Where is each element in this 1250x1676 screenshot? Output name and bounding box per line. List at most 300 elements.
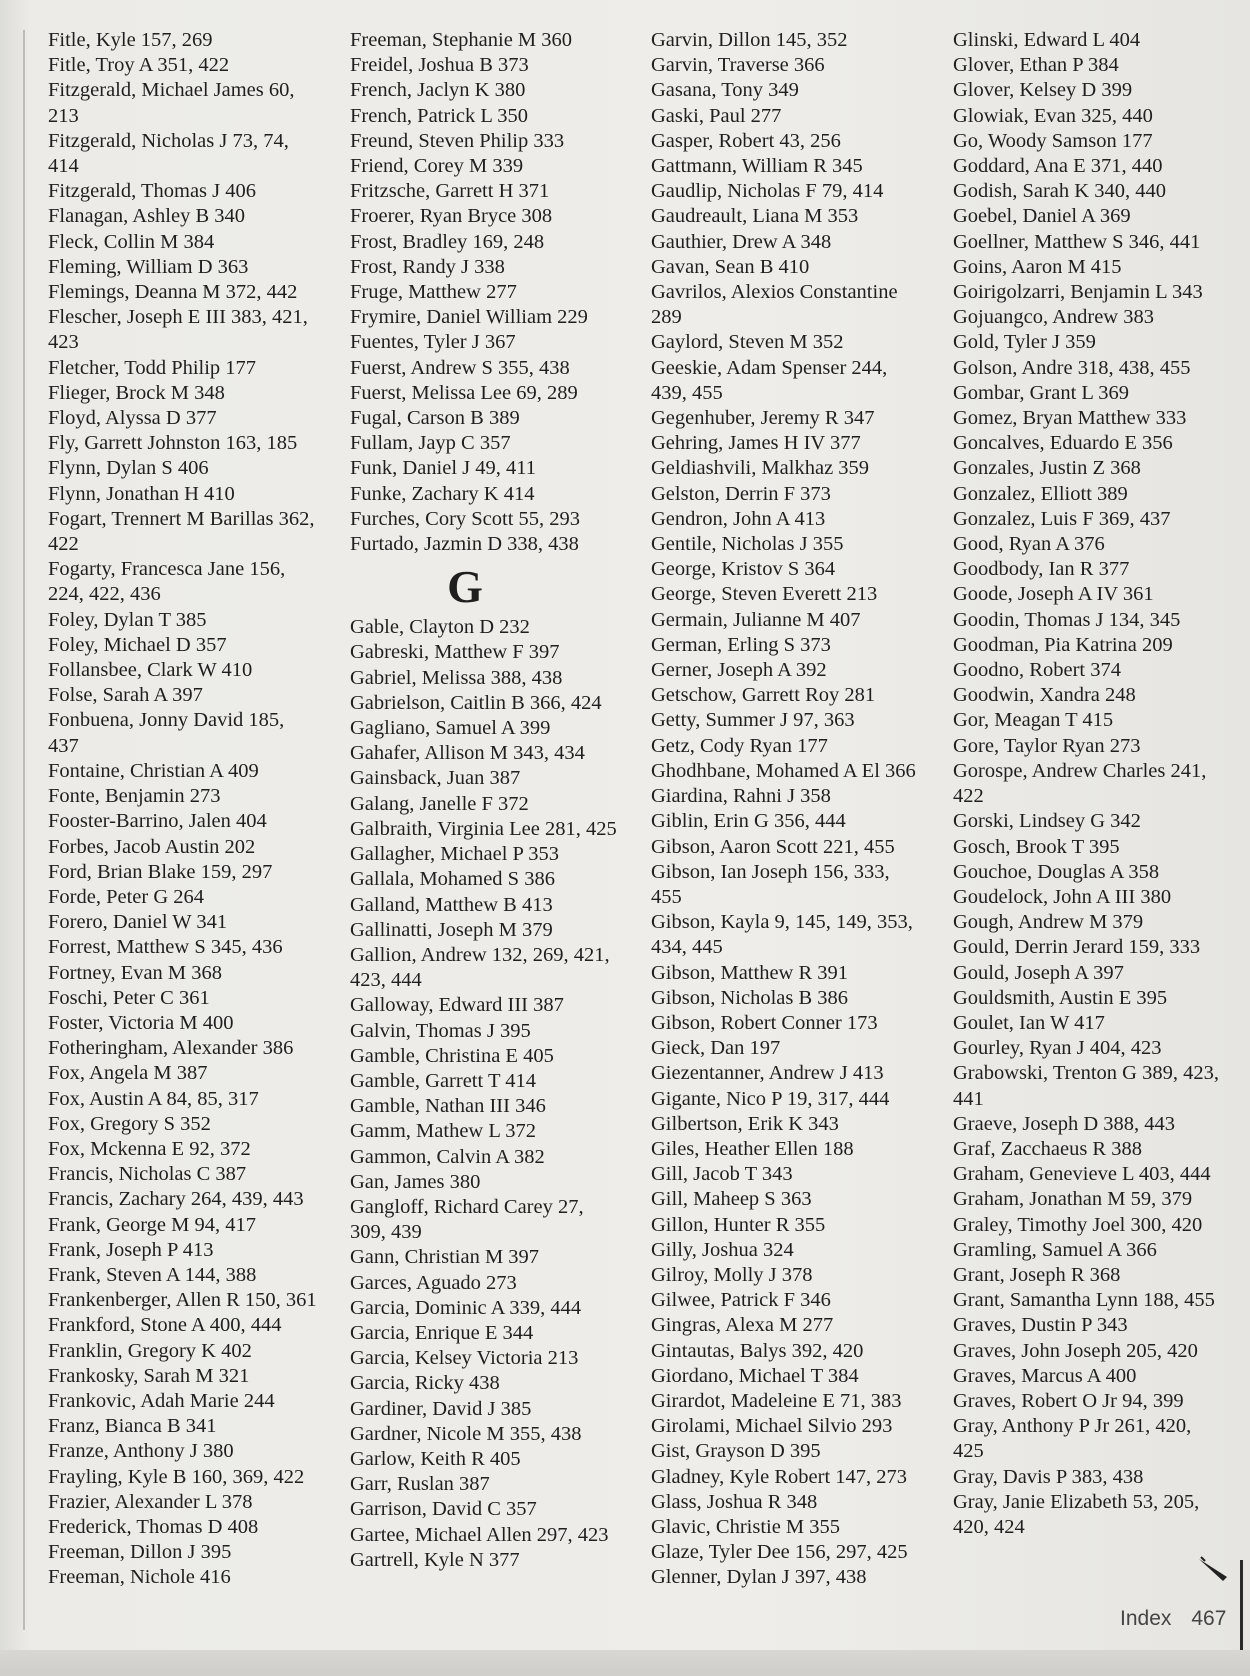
index-entry-text: Frost, Bradley 169, 248 — [350, 230, 545, 253]
index-entry-text: Garr, Ruslan 387 — [350, 1473, 490, 1496]
index-entry — [48, 1565, 338, 1590]
index-entry — [953, 104, 1243, 129]
index-entry — [48, 381, 338, 406]
index-entry-text: Gonzalez, Luis F 369, 437 — [953, 507, 1171, 530]
index-entry-text: Graley, Timothy Joel 300, 420 — [953, 1213, 1203, 1236]
index-entry — [350, 482, 640, 507]
index-entry-text: Goodno, Robert 374 — [953, 659, 1121, 682]
index-entry — [350, 666, 640, 691]
index-entry — [651, 104, 941, 129]
index-entry — [651, 1187, 941, 1212]
index-entry — [651, 1414, 941, 1439]
index-entry — [651, 431, 941, 456]
index-entry — [953, 1414, 1243, 1464]
index-entry-text: Frankenberger, Allen R 150, 361 — [48, 1289, 317, 1312]
index-entry-text: Flynn, Jonathan H 410 — [48, 482, 235, 505]
index-entry — [350, 230, 640, 255]
index-entry — [651, 759, 941, 784]
index-entry — [350, 1195, 640, 1245]
index-entry-text: Gaudreault, Liana M 353 — [651, 205, 859, 228]
index-entry-text: Frankosky, Sarah M 321 — [48, 1364, 250, 1387]
index-entry-text: Fleming, William D 363 — [48, 255, 249, 278]
index-entry — [48, 860, 338, 885]
index-entry — [651, 1288, 941, 1313]
index-entry — [350, 1094, 640, 1119]
index-entry-text: Gentile, Nicholas J 355 — [651, 533, 844, 556]
index-entry-text: Glover, Ethan P 384 — [953, 54, 1119, 77]
index-entry — [953, 507, 1243, 532]
index-entry — [48, 1389, 338, 1414]
index-entry — [953, 961, 1243, 986]
index-entry-text: Furches, Cory Scott 55, 293 — [350, 507, 581, 530]
index-entry-text: Giardina, Rahni J 358 — [651, 785, 831, 808]
index-entry — [953, 1036, 1243, 1061]
index-entry-text: Frankford, Stone A 400, 444 — [48, 1314, 282, 1337]
index-entry-text: Flynn, Dylan S 406 — [48, 457, 209, 480]
index-entry-text: Fogart, Trennert M Barillas 362, — [48, 507, 315, 530]
index-entry-text: Graves, John Joseph 205, 420 — [953, 1339, 1198, 1362]
index-entry-text: Graves, Dustin P 343 — [953, 1314, 1128, 1337]
index-entry-text: Gill, Jacob T 343 — [651, 1163, 793, 1186]
index-entry-text: Frederick, Thomas D 408 — [48, 1515, 259, 1538]
index-entry — [651, 1565, 941, 1590]
index-entry-text: Gaski, Paul 277 — [651, 104, 782, 127]
index-entry — [953, 1238, 1243, 1263]
index-entry — [651, 784, 941, 809]
index-entry-text: Glavic, Christie M 355 — [651, 1515, 841, 1538]
index-entry-text: Gilly, Joshua 324 — [651, 1238, 794, 1261]
index-entry-text: Gabreski, Matthew F 397 — [350, 641, 560, 664]
index-entry-text: Frayling, Kyle B 160, 369, 422 — [48, 1465, 305, 1488]
index-entry — [48, 356, 338, 381]
index-entry-text: Franklin, Gregory K 402 — [48, 1339, 252, 1362]
index-entry-text: Gibson, Matthew R 391 — [651, 961, 849, 984]
index-entry — [953, 986, 1243, 1011]
index-entry — [48, 961, 338, 986]
index-entry-text: Forrest, Matthew S 345, 436 — [48, 936, 283, 959]
index-entry — [48, 78, 338, 128]
index-entry-text: Gingras, Alexa M 277 — [651, 1314, 834, 1337]
index-entry — [48, 431, 338, 456]
index-entry — [953, 255, 1243, 280]
index-entry — [350, 28, 640, 53]
index-entry — [350, 893, 640, 918]
index-entry-text: Graves, Robert O Jr 94, 399 — [953, 1389, 1184, 1412]
index-entry-text: Gan, James 380 — [350, 1170, 481, 1193]
index-entry-text: Frost, Randy J 338 — [350, 255, 505, 278]
index-entry-text: Garrison, David C 357 — [350, 1498, 537, 1521]
index-entry — [350, 255, 640, 280]
index-entry — [953, 658, 1243, 683]
index-entry — [651, 708, 941, 733]
index-entry — [350, 1271, 640, 1296]
index-entry — [651, 129, 941, 154]
index-entry — [651, 1339, 941, 1364]
index-entry-text: Fonbuena, Jonny David 185, — [48, 709, 285, 732]
index-entry — [48, 1414, 338, 1439]
index-entry-text: Geeskie, Adam Spenser 244, — [651, 356, 888, 379]
index-entry — [953, 1465, 1243, 1490]
index-entry — [48, 633, 338, 658]
index-entry-text: Ghodhbane, Mohamed A El 366 — [651, 759, 916, 782]
index-entry-text: Flescher, Joseph E III 383, 421, — [48, 306, 308, 329]
index-entry-text: Freeman, Nichole 416 — [48, 1566, 231, 1589]
index-entry — [48, 1213, 338, 1238]
index-entry-continuation: 224, 422, 436 — [48, 583, 161, 606]
index-entry-text: Forde, Peter G 264 — [48, 885, 205, 908]
index-entry-text: Goellner, Matthew S 346, 441 — [953, 230, 1201, 253]
index-entry-text: Fox, Gregory S 352 — [48, 1112, 211, 1135]
index-entry — [953, 759, 1243, 809]
index-entry-text: Fotheringham, Alexander 386 — [48, 1037, 294, 1060]
index-entry-text: Freund, Steven Philip 333 — [350, 129, 565, 152]
index-entry — [350, 1245, 640, 1270]
index-entry-text: Fortney, Evan M 368 — [48, 961, 223, 984]
index-entry-text: Forero, Daniel W 341 — [48, 911, 228, 934]
index-entry-continuation: 434, 445 — [651, 936, 723, 959]
index-entry — [48, 1288, 338, 1313]
index-entry-text: Gombar, Grant L 369 — [953, 381, 1130, 404]
index-entry-text: Gehring, James H IV 377 — [651, 432, 861, 455]
index-entry-text: Folse, Sarah A 397 — [48, 684, 203, 707]
index-entry — [48, 1011, 338, 1036]
index-entry — [48, 557, 338, 607]
index-entry — [350, 817, 640, 842]
index-entry — [953, 1213, 1243, 1238]
index-entry — [48, 305, 338, 355]
index-entry — [651, 1112, 941, 1137]
index-entry-text: French, Jaclyn K 380 — [350, 79, 526, 102]
index-entry-text: Frazier, Alexander L 378 — [48, 1490, 253, 1513]
index-entry-text: George, Steven Everett 213 — [651, 583, 878, 606]
index-entry — [953, 935, 1243, 960]
index-entry — [350, 305, 640, 330]
index-entry — [953, 381, 1243, 406]
index-column-4 — [953, 28, 1243, 1540]
index-entry — [953, 179, 1243, 204]
index-entry-text: Gor, Meagan T 415 — [953, 709, 1114, 732]
index-entry-text: Gavrilos, Alexios Constantine — [651, 281, 898, 304]
index-entry — [651, 507, 941, 532]
index-entry-continuation: 437 — [48, 734, 79, 757]
index-entry — [48, 28, 338, 53]
index-entry-text: Goulet, Ian W 417 — [953, 1011, 1105, 1034]
index-entry — [48, 885, 338, 910]
index-entry — [651, 1364, 941, 1389]
index-entry — [953, 885, 1243, 910]
index-entry — [953, 1137, 1243, 1162]
index-entry-text: Funk, Daniel J 49, 411 — [350, 457, 537, 480]
index-entry — [350, 129, 640, 154]
index-entry-text: Gray, Janie Elizabeth 53, 205, — [953, 1490, 1200, 1513]
index-entry — [651, 280, 941, 330]
index-entry-text: Furtado, Jazmin D 338, 438 — [350, 533, 579, 556]
index-entry — [350, 1548, 640, 1573]
index-entry-text: German, Erling S 373 — [651, 633, 831, 656]
index-entry — [48, 1339, 338, 1364]
index-entry — [48, 784, 338, 809]
index-entry-text: Gould, Derrin Jerard 159, 333 — [953, 936, 1201, 959]
index-entry-text: Grabowski, Trenton G 389, 423, — [953, 1062, 1219, 1085]
index-entry-text: Gibson, Kayla 9, 145, 149, 353, — [651, 911, 913, 934]
index-entry-text: George, Kristov S 364 — [651, 558, 836, 581]
index-entry-text: Gasper, Robert 43, 256 — [651, 129, 841, 152]
index-entry — [651, 633, 941, 658]
index-entry — [953, 835, 1243, 860]
index-entry-text: Freeman, Stephanie M 360 — [350, 29, 573, 51]
index-entry — [350, 456, 640, 481]
index-entry-text: Freeman, Dillon J 395 — [48, 1541, 232, 1564]
index-entry — [651, 1011, 941, 1036]
index-entry-text: Galvin, Thomas J 395 — [350, 1019, 531, 1042]
index-entry — [953, 1187, 1243, 1212]
index-entry-text: Gaylord, Steven M 352 — [651, 331, 844, 354]
index-entry — [651, 356, 941, 406]
index-entry-text: Goudelock, John A III 380 — [953, 885, 1172, 908]
index-entry — [350, 1069, 640, 1094]
index-entry — [651, 1263, 941, 1288]
index-entry-text: Fritzsche, Garrett H 371 — [350, 180, 550, 203]
index-entry-text: Flemings, Deanna M 372, 442 — [48, 281, 298, 304]
index-entry — [953, 204, 1243, 229]
index-entry — [350, 918, 640, 943]
index-entry — [350, 1170, 640, 1195]
index-entry — [48, 1263, 338, 1288]
index-entry — [350, 1447, 640, 1472]
index-entry-text: Graf, Zacchaeus R 388 — [953, 1137, 1142, 1160]
index-entry-text: Giblin, Erin G 356, 444 — [651, 810, 846, 833]
index-entry-text: Gallagher, Michael P 353 — [350, 843, 560, 866]
index-entry-text: Funke, Zachary K 414 — [350, 482, 535, 505]
index-entry — [953, 809, 1243, 834]
index-entry-text: Fooster-Barrino, Jalen 404 — [48, 810, 267, 833]
index-entry-text: Frank, George M 94, 417 — [48, 1213, 257, 1236]
index-entry-text: Goodin, Thomas J 134, 345 — [953, 608, 1181, 631]
index-entry — [953, 582, 1243, 607]
index-entry — [48, 708, 338, 758]
index-entry — [48, 280, 338, 305]
index-entry — [651, 204, 941, 229]
index-entry — [651, 179, 941, 204]
index-entry-continuation: 455 — [651, 885, 682, 908]
page-bottom-edge — [0, 1650, 1250, 1676]
index-entry-continuation: 425 — [953, 1440, 984, 1463]
index-entry-text: Golson, Andre 318, 438, 455 — [953, 356, 1191, 379]
index-entry-text: Gould, Joseph A 397 — [953, 961, 1124, 984]
index-entry — [651, 608, 941, 633]
index-entry — [48, 809, 338, 834]
index-entry — [651, 406, 941, 431]
index-entry — [651, 330, 941, 355]
index-entry — [651, 1439, 941, 1464]
index-entry — [651, 1162, 941, 1187]
index-entry-text: Gangloff, Richard Carey 27, — [350, 1195, 584, 1218]
index-entry-continuation: 289 — [651, 306, 682, 329]
index-entry-text: Foster, Victoria M 400 — [48, 1011, 234, 1034]
index-entry — [651, 582, 941, 607]
index-entry-text: Gendron, John A 413 — [651, 507, 826, 530]
index-entry — [651, 482, 941, 507]
index-entry — [350, 381, 640, 406]
index-entry-text: Gibson, Nicholas B 386 — [651, 986, 849, 1009]
index-entry-text: Gonzales, Justin Z 368 — [953, 457, 1141, 480]
index-entry — [651, 734, 941, 759]
index-entry — [350, 615, 640, 640]
index-entry-text: Gabriel, Melissa 388, 438 — [350, 666, 563, 689]
index-entry-text: Gonzalez, Elliott 389 — [953, 482, 1128, 505]
index-entry-text: Gallion, Andrew 132, 269, 421, — [350, 943, 610, 966]
index-entry-continuation: 422 — [953, 785, 984, 808]
index-entry — [953, 456, 1243, 481]
index-entry — [48, 835, 338, 860]
index-entry-text: Frank, Joseph P 413 — [48, 1238, 214, 1261]
index-entry — [350, 179, 640, 204]
index-entry — [48, 1187, 338, 1212]
index-entry-text: Girardot, Madeleine E 71, 383 — [651, 1389, 902, 1412]
index-entry — [350, 1422, 640, 1447]
index-entry — [48, 406, 338, 431]
index-entry-text: Gibson, Robert Conner 173 — [651, 1011, 878, 1034]
index-entry — [953, 230, 1243, 255]
index-entry-text: Francis, Nicholas C 387 — [48, 1163, 247, 1186]
index-entry-text: Glaze, Tyler Dee 156, 297, 425 — [651, 1541, 908, 1564]
index-entry — [953, 608, 1243, 633]
index-entry-text: Fitzgerald, Michael James 60, — [48, 79, 295, 102]
index-entry-text: French, Patrick L 350 — [350, 104, 529, 127]
index-entry-text: Goins, Aaron M 415 — [953, 255, 1122, 278]
index-entry — [48, 129, 338, 179]
index-entry-text: Gorospe, Andrew Charles 241, — [953, 759, 1207, 782]
index-entry — [350, 78, 640, 103]
index-entry — [953, 129, 1243, 154]
index-entry-text: Gardiner, David J 385 — [350, 1397, 532, 1420]
index-entry — [350, 1472, 640, 1497]
index-entry — [350, 1397, 640, 1422]
index-entry — [350, 356, 640, 381]
index-entry — [48, 608, 338, 633]
index-entry — [651, 154, 941, 179]
index-entry-text: Fuerst, Melissa Lee 69, 289 — [350, 381, 578, 404]
index-entry — [48, 1313, 338, 1338]
index-entry-text: Gomez, Bryan Matthew 333 — [953, 407, 1187, 430]
index-entry-text: Goncalves, Eduardo E 356 — [953, 432, 1173, 455]
index-entry-text: Fox, Mckenna E 92, 372 — [48, 1137, 251, 1160]
index-entry-text: Fuentes, Tyler J 367 — [350, 331, 516, 354]
index-entry-text: Gorski, Lindsey G 342 — [953, 810, 1141, 833]
index-entry — [48, 179, 338, 204]
index-entry-text: Fox, Angela M 387 — [48, 1062, 208, 1085]
index-entry — [48, 1465, 338, 1490]
index-entry-text: Gill, Maheep S 363 — [651, 1188, 812, 1211]
index-entry — [350, 1145, 640, 1170]
index-entry — [651, 1490, 941, 1515]
index-entry — [651, 986, 941, 1011]
index-entry-text: Gilwee, Patrick F 346 — [651, 1289, 831, 1312]
index-entry — [350, 1321, 640, 1346]
index-entry — [651, 28, 941, 53]
index-entry — [953, 1061, 1243, 1111]
index-entry — [651, 456, 941, 481]
index-entry-text: Garcia, Kelsey Victoria 213 — [350, 1347, 579, 1370]
index-entry-text: Flanagan, Ashley B 340 — [48, 205, 246, 228]
index-entry — [953, 53, 1243, 78]
index-entry — [350, 1044, 640, 1069]
index-entry-text: Geldiashvili, Malkhaz 359 — [651, 457, 870, 480]
index-entry-text: Fitle, Kyle 157, 269 — [48, 29, 213, 51]
index-entry — [48, 935, 338, 960]
index-entry-text: Francis, Zachary 264, 439, 443 — [48, 1188, 304, 1211]
index-entry-text: Fly, Garrett Johnston 163, 185 — [48, 432, 298, 455]
index-entry-text: Gray, Anthony P Jr 261, 420, — [953, 1415, 1192, 1438]
index-entry — [350, 741, 640, 766]
index-entry — [48, 910, 338, 935]
index-entry-text: Gillon, Hunter R 355 — [651, 1213, 826, 1236]
index-entry-text: Gainsback, Juan 387 — [350, 767, 521, 790]
index-entry — [350, 1019, 640, 1044]
index-entry — [953, 1011, 1243, 1036]
index-entry — [48, 1112, 338, 1137]
index-entry-text: Giles, Heather Ellen 188 — [651, 1137, 854, 1160]
index-entry-text: Godish, Sarah K 340, 440 — [953, 180, 1166, 203]
index-entry — [48, 1540, 338, 1565]
index-entry-text: Gartrell, Kyle N 377 — [350, 1548, 520, 1571]
index-entry-text: Gallala, Mohamed S 386 — [350, 868, 555, 891]
index-entry — [953, 1490, 1243, 1540]
index-entry-text: Gilroy, Molly J 378 — [651, 1263, 813, 1286]
index-entry-continuation: 414 — [48, 155, 79, 178]
index-entry-text: Foschi, Peter C 361 — [48, 986, 210, 1009]
index-entry — [48, 53, 338, 78]
index-entry — [651, 961, 941, 986]
index-entry — [48, 482, 338, 507]
index-entry-text: Foley, Dylan T 385 — [48, 608, 207, 631]
index-entry-text: Gieck, Dan 197 — [651, 1037, 781, 1060]
index-entry-text: Fonte, Benjamin 273 — [48, 785, 221, 808]
index-entry-text: Gavan, Sean B 410 — [651, 255, 810, 278]
index-entry-text: Garvin, Dillon 145, 352 — [651, 29, 848, 51]
index-entry-text: Fogarty, Francesca Jane 156, — [48, 558, 286, 581]
index-entry — [651, 1540, 941, 1565]
index-entry — [953, 330, 1243, 355]
index-entry-text: Goodbody, Ian R 377 — [953, 558, 1130, 581]
index-entry-continuation: 420, 424 — [953, 1515, 1025, 1538]
page-footer — [1120, 1607, 1226, 1631]
index-entry-text: Getz, Cody Ryan 177 — [651, 734, 828, 757]
index-entry-text: Gallinatti, Joseph M 379 — [350, 918, 553, 941]
index-entry-text: Garcia, Dominic A 339, 444 — [350, 1296, 582, 1319]
index-entry — [48, 1162, 338, 1187]
index-entry — [48, 683, 338, 708]
index-entry — [651, 53, 941, 78]
index-entry — [48, 1137, 338, 1162]
index-entry — [953, 1389, 1243, 1414]
index-entry-text: Freidel, Joshua B 373 — [350, 54, 529, 77]
index-entry — [651, 1515, 941, 1540]
index-entry — [48, 456, 338, 481]
index-entry-text: Glowiak, Evan 325, 440 — [953, 104, 1153, 127]
index-entry — [953, 1263, 1243, 1288]
index-entry-text: Gann, Christian M 397 — [350, 1246, 540, 1269]
index-entry-text: Gable, Clayton D 232 — [350, 616, 530, 639]
index-entry-text: Forbes, Jacob Austin 202 — [48, 835, 256, 858]
index-entry-text: Goebel, Daniel A 369 — [953, 205, 1131, 228]
index-entry-text: Giordano, Michael T 384 — [651, 1364, 859, 1387]
index-entry — [651, 1213, 941, 1238]
index-entry — [350, 532, 640, 557]
index-entry-text: Gigante, Nico P 19, 317, 444 — [651, 1087, 890, 1110]
index-entry — [651, 809, 941, 834]
index-entry-text: Fuerst, Andrew S 355, 438 — [350, 356, 570, 379]
